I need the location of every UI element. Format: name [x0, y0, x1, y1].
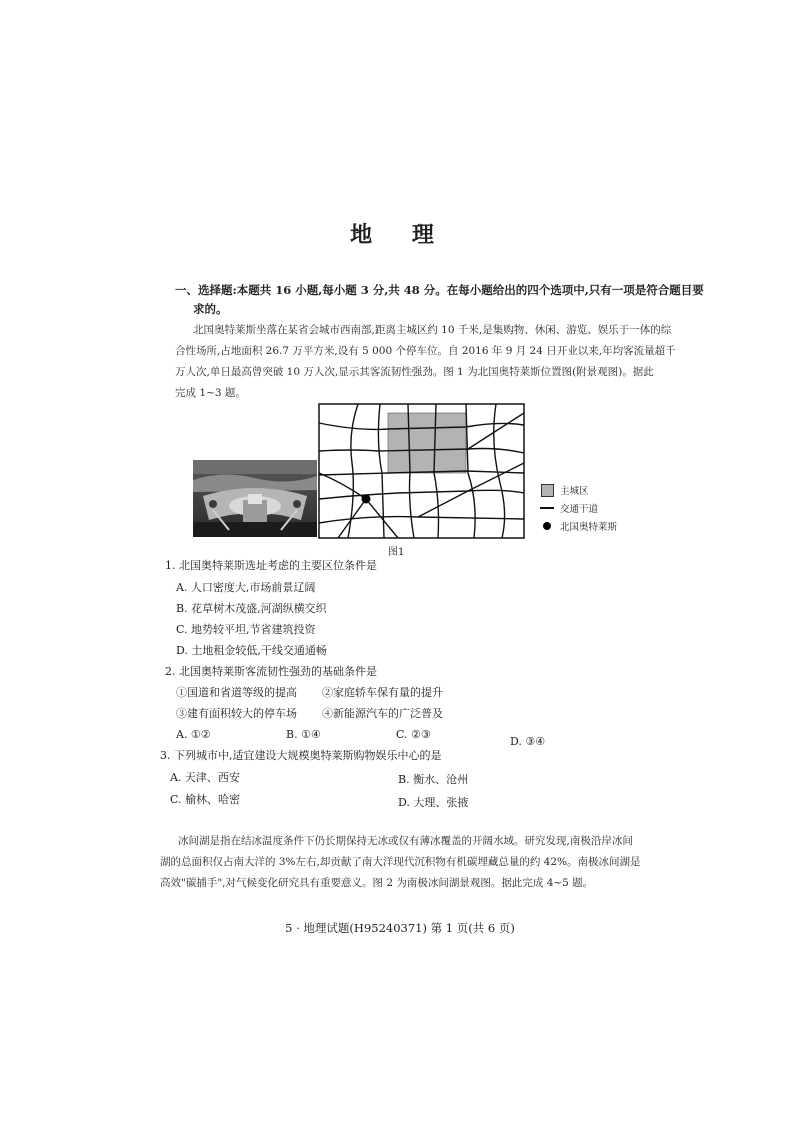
- question-1-stem: 1. 北国奥特莱斯选址考虑的主要区位条件是: [165, 559, 377, 572]
- main-urban-area: [388, 413, 466, 473]
- gray-square-icon: [541, 484, 554, 497]
- question-3-stem: 3. 下列城市中,适宜建设大规模奥特莱斯购物娱乐中心的是: [160, 749, 442, 762]
- legend-item-outlets: 北国奥特莱斯: [540, 517, 617, 535]
- passage2-line: 冰间湖是指在结冰温度条件下仍长期保持无冰或仅有薄冰覆盖的开阔水域。研究发现,南极沿岸冰间: [178, 835, 633, 847]
- landscape-photo: [193, 460, 317, 537]
- passage1-line: 北国奥特莱斯坐落在某省会城市西南部,距离主城区约 10 千米,是集购物、休闲、游览、娱乐于一体的综: [193, 324, 672, 336]
- q2-option-b: B. ①④: [286, 728, 321, 741]
- line-icon: [540, 507, 554, 509]
- passage1-line: 完成 1~3 题。: [175, 387, 246, 399]
- passage2-line: 湖的总面积仅占南大洋的 3%左右,却贡献了南大洋现代沉积物有机碳埋藏总量的约 42%。南极冰间湖是: [160, 856, 641, 868]
- q3-option-c: C. 榆林、哈密: [170, 793, 241, 806]
- q2-item-4: ④新能源汽车的广泛普及: [322, 707, 443, 720]
- q1-option-d: D. 土地租金较低,干线交通通畅: [176, 644, 327, 657]
- page-footer: 5 · 地理试题(H95240371) 第 1 页(共 6 页): [285, 921, 515, 935]
- q2-item-1: ①国道和省道等级的提高: [176, 686, 297, 699]
- section-heading-cont: 求的。: [193, 302, 228, 316]
- passage1-line: 合性场所,占地面积 26.7 万平方米,设有 5 000 个停车位。自 2016 年 9 月 24 日开业以来,年均客流量超千: [175, 345, 676, 357]
- q2-item-3: ③建有面积较大的停车场: [176, 707, 297, 720]
- legend-item-urban: 主城区: [540, 481, 617, 499]
- dot-icon: [543, 522, 551, 530]
- page-title: 地 理: [350, 222, 450, 248]
- section-heading: 一、选择题:本题共 16 小题,每小题 3 分,共 48 分。在每小题给出的四个选项中,只有一项是符合题目要: [175, 283, 704, 297]
- passage2-line: 高效"碳捕手",对气候变化研究具有重要意义。图 2 为南极冰间湖景观图。据此完成 4~5 题。: [160, 877, 594, 889]
- q2-option-a: A. ①②: [176, 728, 211, 741]
- beiguo-outlets-marker: [362, 495, 371, 504]
- map-legend: [540, 481, 617, 535]
- q3-option-b: B. 衡水、沧州: [398, 773, 469, 786]
- legend-item-road: 交通干道: [540, 499, 617, 517]
- figure-caption: 图1: [388, 547, 405, 558]
- q1-option-b: B. 花草树木茂盛,河湖纵横交织: [176, 602, 327, 615]
- q2-item-2: ②家庭轿车保有量的提升: [322, 686, 443, 699]
- q3-option-d: D. 大理、张掖: [398, 796, 469, 809]
- passage1-line: 万人次,单日最高曾突破 10 万人次,显示其客流韧性强劲。图 1 为北国奥特莱斯位置图(附景观图)。据此: [175, 366, 654, 378]
- location-map: [318, 403, 525, 539]
- question-2-stem: 2. 北国奥特莱斯客流韧性强劲的基础条件是: [165, 665, 377, 678]
- q3-option-a: A. 天津、西安: [170, 771, 240, 784]
- q2-option-c: C. ②③: [396, 728, 431, 741]
- q1-option-c: C. 地势较平坦,节省建筑投资: [176, 623, 316, 636]
- q2-option-d: D. ③④: [510, 735, 546, 748]
- q1-option-a: A. 人口密度大,市场前景辽阔: [176, 581, 316, 594]
